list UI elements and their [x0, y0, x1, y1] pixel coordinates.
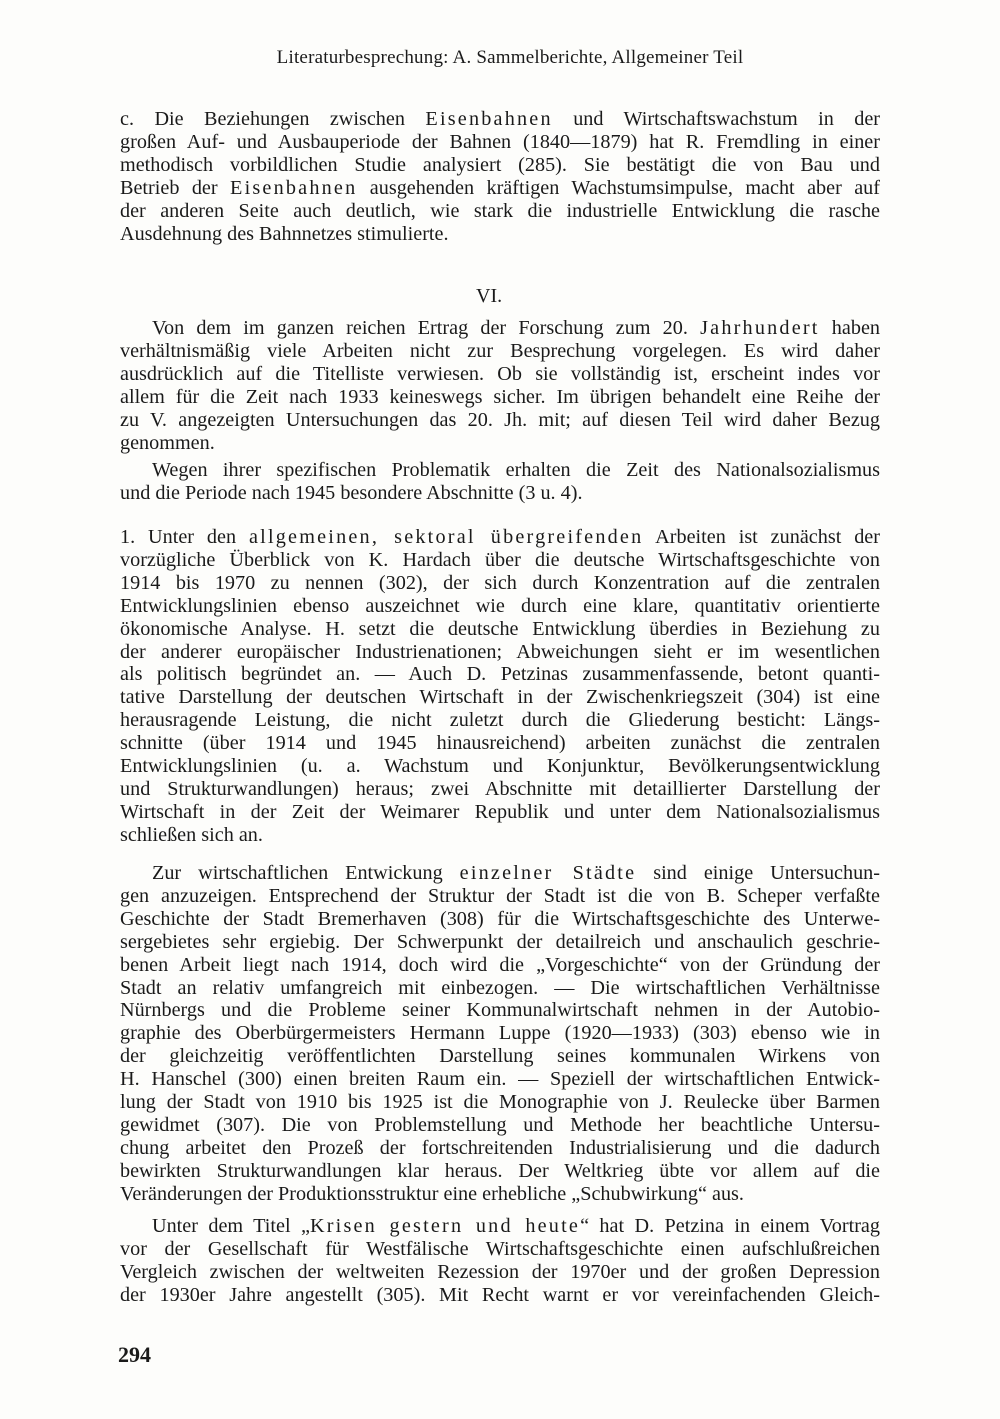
section-heading: VI.: [476, 285, 503, 307]
text-line: Stadt an relativ umfangreich mit einbezogen. — Die wirtschaftlichen Verhältnisse: [120, 976, 880, 999]
text-line: großen Auf- und Ausbauperiode der Bahnen (1840—1879) hat R. Fremdling in einer: [120, 130, 880, 153]
text-line: Veränderungen der Produktionsstruktur eine erhebliche „Schubwirkung“ aus.: [120, 1182, 744, 1205]
text-line: und Strukturwandlungen) heraus; zwei Abschnitte mit detaillierter Darstellung der: [120, 777, 880, 800]
text-line: Ausdehnung des Bahnnetzes stimulierte.: [120, 222, 449, 245]
text-line: Wegen ihrer spezifischen Problematik erhalten die Zeit des Nationalsozialismus: [152, 459, 880, 481]
text-line: zu V. angezeigten Untersuchungen das 20. Jh. mit; auf diesen Teil wird daher Bezug: [120, 408, 880, 431]
text-line: als politisch begründet an. — Auch D. Petzinas zusammenfassende, betont quanti-: [120, 663, 880, 686]
text-line: Unter dem Titel „Krisen gestern und heute“ hat D. Petzina in einem Vortrag: [152, 1215, 880, 1237]
text-line: allem für die Zeit nach 1933 keineswegs sicher. Im übrigen behandelt eine Reihe der: [120, 385, 880, 408]
text-line: bewirkten Strukturwandlungen klar heraus. Der Weltkrieg übte vor allem auf die: [120, 1159, 880, 1182]
paragraph-special-sections: [120, 459, 880, 505]
text-line: genommen.: [120, 431, 215, 454]
text-line: Geschichte der Stadt Bremerhaven (308) für die Wirtschaftsgeschichte des Unterwe-: [120, 907, 880, 930]
paragraph-intro-20th-century: [120, 317, 880, 454]
page-number: 294: [118, 1342, 151, 1367]
text-line: sergebietes sehr ergiebig. Der Schwerpunkt der detailreich und anschaulich geschrie-: [120, 930, 880, 953]
text-line: methodisch vorbildlichen Studie analysiert (285). Sie bestätigt die von Bau und: [120, 153, 880, 176]
text-line: benen Arbeit liegt nach 1914, doch wird die „Vorgeschichte“ von der Gründung der: [120, 953, 880, 976]
text-line: c. Die Beziehungen zwischen Eisenbahnen und Wirtschaftswachstum in der: [120, 108, 881, 130]
text-line: H. Hanschel (300) einen breiten Raum ein. — Speziell der wirtschaftlichen Entwick-: [120, 1068, 880, 1091]
paragraph-general-works: [120, 526, 880, 847]
text-line: 1. Unter den allgemeinen, sektoral übergreifenden Arbeiten ist zunächst der: [120, 526, 880, 548]
paragraph-crises: [120, 1215, 880, 1307]
text-line: Entwicklungslinien ebenso auszeichnet wie durch eine klare, quantitativ orientierte: [120, 594, 880, 617]
running-header: Literaturbesprechung: A. Sammelberichte, Allgemeiner Teil: [276, 47, 744, 68]
text-line: gewidmet (307). Die von Problemstellung und Methode her beachtliche Untersu-: [120, 1113, 880, 1136]
text-line: verhältnismäßig viele Arbeiten nicht zur Besprechung vorgelegen. Es wird daher: [120, 339, 880, 362]
text-line: Zur wirtschaftlichen Entwickung einzelner Städte sind einige Untersuchun-: [152, 862, 880, 884]
text-line: 1914 bis 1970 zu nennen (302), der sich durch Konzentration auf die zentralen: [120, 571, 880, 594]
paragraph-railways: [120, 108, 880, 245]
text-line: ökonomische Analyse. H. setzt die deutsche Entwicklung überdies in Beziehung zu: [120, 617, 880, 640]
text-line: der gleichzeitig veröffentlichten Darstellung seines kommunalen Wirkens von: [120, 1045, 880, 1068]
text-line: ausdrücklich auf die Titelliste verwiesen. Ob sie vollständig ist, erscheint indes vor: [120, 362, 880, 385]
text-line: tative Darstellung der deutschen Wirtschaft in der Zwischenkriegszeit (304) ist eine: [120, 686, 880, 709]
text-line: vor der Gesellschaft für Westfälische Wirtschaftsgeschichte einen aufschlußreichen: [120, 1237, 880, 1260]
text-line: Nürnbergs und die Probleme seiner Kommunalwirtschaft nehmen in der Autobio-: [120, 999, 880, 1022]
text-line: schnitte (über 1914 und 1945 hinausreichend) arbeiten zunächst die zentralen: [120, 732, 880, 755]
text-line: Wirtschaft in der Zeit der Weimarer Republik und unter dem Nationalsozialismus: [120, 800, 880, 823]
text-line: Entwicklungslinien (u. a. Wachstum und Konjunktur, Bevölkerungsentwicklung: [120, 755, 880, 778]
paragraph-city-studies: [120, 862, 880, 1206]
text-line: Vergleich zwischen der weltweiten Rezession der 1970er und der großen Depression: [120, 1260, 880, 1283]
text-line: vorzügliche Überblick von K. Hardach über die deutsche Wirtschaftsgeschichte von: [120, 548, 880, 571]
text-line: herausragende Leistung, die nicht zuletzt durch die Gliederung besticht: Längs-: [120, 709, 880, 732]
text-line: gen anzuzeigen. Entsprechend der Struktur der Stadt ist die von B. Scheper verfaßte: [120, 884, 880, 907]
text-line: Von dem im ganzen reichen Ertrag der Forschung zum 20. Jahrhundert haben: [152, 317, 880, 339]
text-line: der anderer europäischer Industrienationen; Abweichungen sieht er im wesentlichen: [120, 640, 880, 663]
text-line: lung der Stadt von 1910 bis 1925 ist die Monographie von J. Reulecke über Barmen: [120, 1091, 880, 1114]
text-line: Betrieb der Eisenbahnen ausgehenden kräftigen Wachstumsimpulse, macht aber auf: [120, 176, 880, 199]
text-line: der 1930er Jahre angestellt (305). Mit Recht warnt er vor vereinfachenden Gleich-: [120, 1283, 880, 1306]
text-line: und die Periode nach 1945 besondere Abschnitte (3 u. 4).: [120, 481, 583, 504]
text-line: chung arbeitet den Prozeß der fortschreitenden Industrialisierung und die dadurch: [120, 1136, 880, 1159]
text-line: der anderen Seite auch deutlich, wie stark die industrielle Entwicklung die rasche: [120, 199, 880, 222]
text-line: schließen sich an.: [120, 823, 263, 846]
text-line: graphie des Oberbürgermeisters Hermann Luppe (1920—1933) (303) ebenso wie in: [120, 1022, 880, 1045]
